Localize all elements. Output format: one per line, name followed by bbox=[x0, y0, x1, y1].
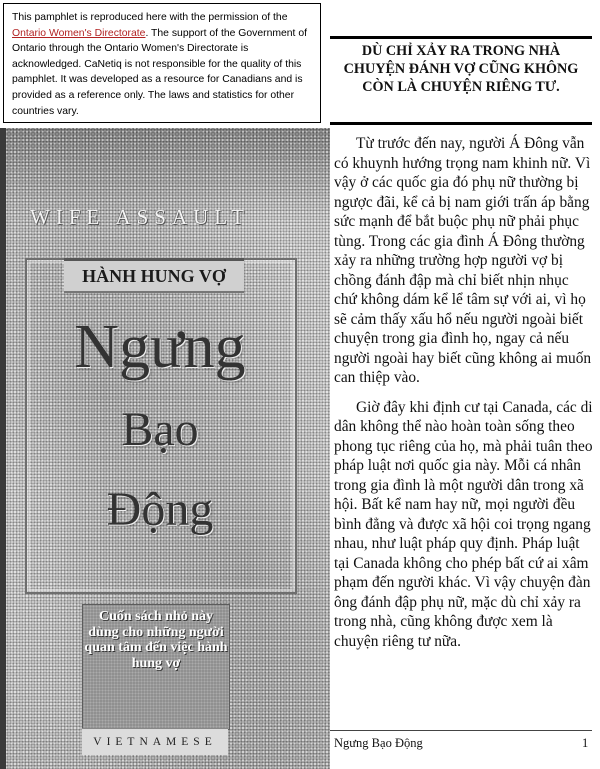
ontario-womens-directorate-link[interactable]: Ontario Women's Directorate bbox=[12, 27, 146, 39]
page-heading: DÙ CHỈ XẢY RA TRONG NHÀ CHUYỆN ĐÁNH VỢ CŨNG KHÔNG CÒN LÀ CHUYỆN RIÊNG TƯ. bbox=[343, 43, 579, 95]
footer-title: Ngưng Bạo Động bbox=[334, 736, 423, 750]
cover-edge-shadow bbox=[0, 128, 6, 769]
cover-word-ngung: Ngưng bbox=[74, 313, 246, 381]
notice-text-end: . The support of the Government of Ontario through the Ontario Women's Directorate is acknowledged. CaNetiq is not responsible for the quality of this pamphlet. It was developed as a resource for Canadians and is provided as a reference only. The laws and statistics for other countries vary. bbox=[12, 27, 308, 117]
cover-description-box bbox=[82, 604, 230, 730]
pamphlet-cover bbox=[0, 128, 330, 769]
cover-word-bao: Bạo bbox=[121, 403, 199, 456]
heading-top-rule bbox=[330, 36, 592, 39]
footer-rule bbox=[330, 730, 592, 731]
cover-series-title: WIFE ASSAULT bbox=[30, 205, 250, 229]
cover-word-dong: Động bbox=[106, 483, 214, 536]
notice-text-start: This pamphlet is reproduced here with the permission of the bbox=[12, 12, 288, 23]
page-body bbox=[334, 134, 594, 661]
page-number: 1 bbox=[582, 736, 589, 750]
cover-language-label: VIETNAMESE bbox=[82, 728, 228, 755]
body-paragraph-2: Giờ đây khi định cư tại Canada, các di dân không thể nào hoàn toàn sống theo phong tục riêng của họ, mà phải tuân theo pháp luật nơi quốc gia này. Mỗi cá nhân trong gia đình là một người dân trong xã hội. Bất kể nam hay nữ, mọi người đều bình đẳng và được xã hội coi trọng ngang nhau, như luật pháp quy định. Pháp luật tại Canada không cho phép bất cứ ai xâm phạm đến người khác. Vì vậy chuyện đàn ông đánh đập phụ nữ, mặc dù chỉ xảy ra trong nhà, cũng không được xem là chuyện riêng tư nữa. bbox=[334, 398, 593, 650]
cover-vietnamese-title: HÀNH HUNG VỢ bbox=[64, 258, 244, 293]
body-paragraph-1: Từ trước đến nay, người Á Đông vẫn có khuynh hướng trọng nam khinh nữ. Vì vậy ở các quốc gia đó phụ nữ thường bị ngược đãi, kể cả bị nam giới trấn áp bằng sức mạnh để bắt buộc phụ nữ phải phục tùng. Trong các gia đình Á Đông thường xảy ra những trường hợp người vợ bị chồng đánh đập mà chỉ biết nhịn nhục chứ không dám kể lể tâm sự với ai, vì họ sẽ cảm thấy xấu hổ nếu người ngoài biết chuyện trong gia đình họ, ngay cả nếu người ngoài hay biết cũng không ai muốn can thiệp vào. bbox=[334, 135, 592, 386]
permission-notice bbox=[3, 3, 321, 123]
cover-description-text: Cuốn sách nhỏ này dùng cho những người quan tâm đến việc hành hung vợ bbox=[84, 609, 228, 671]
heading-bottom-rule bbox=[330, 122, 592, 125]
